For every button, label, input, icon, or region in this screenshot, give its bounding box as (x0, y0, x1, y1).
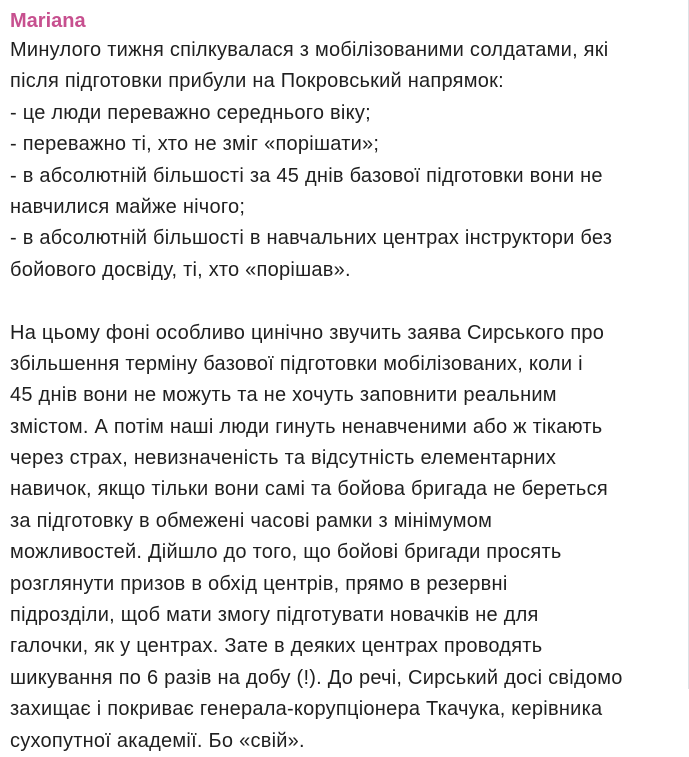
paragraph-break (10, 286, 682, 317)
message-line: за підготовку в обмежені часові рамки з мінімумом (10, 509, 493, 532)
message-line: через страх, невизначеність та відсутність елементарних (10, 447, 557, 470)
message-line: - в абсолютній більшості за 45 днів базової підготовки вони не (10, 164, 603, 187)
message-line: - в абсолютній більшості в навчальних центрах інструктори без (10, 227, 613, 250)
message-line: розглянути призов в обхід центрів, прямо в резервні (10, 572, 508, 595)
message-line: - це люди переважно середнього віку; (10, 101, 371, 124)
message-line: змістом. А потім наші люди гинуть ненавченими або ж тікають (10, 415, 603, 438)
message-line: На цьому фоні особливо цинічно звучить заява Сирського про (10, 321, 605, 344)
message-line: навчилися майже нічого; (10, 195, 246, 218)
message-line: захищає і покриває генерала-корупціонера Ткачука, керівника (10, 698, 603, 721)
message-line: можливостей. Дійшло до того, що бойові бригади просять (10, 541, 562, 564)
message-text (10, 35, 682, 757)
message-line: 45 днів вони не можуть та не хочуть заповнити реальним (10, 384, 557, 407)
message-line: галочки, як у центрах. Зате в деяких центрах проводять (10, 635, 543, 658)
message-line: Минулого тижня спілкувалася з мобілізованими солдатами, які (10, 39, 609, 61)
message-line: навичок, якщо тільки вони самі та бойова бригада не береться (10, 478, 608, 501)
message-line: підрозділи, щоб мати змогу підготувати новачків не для (10, 604, 539, 627)
message-line: - переважно ті, хто не зміг «порішати»; (10, 133, 380, 156)
message-line: після підготовки прибули на Покровський напрямок: (10, 70, 504, 93)
message-line: сухопутної академії. Бо «свій». (10, 729, 305, 752)
message-line: шикування по 6 разів на добу (!). До речі, Сирський досі свідомо (10, 666, 623, 689)
message-line: збільшення терміну базової підготовки мобілізованих, коли і (10, 352, 583, 375)
author-name[interactable]: Mariana (10, 10, 86, 32)
message-line: бойового досвіду, ті, хто «порішав». (10, 258, 351, 281)
